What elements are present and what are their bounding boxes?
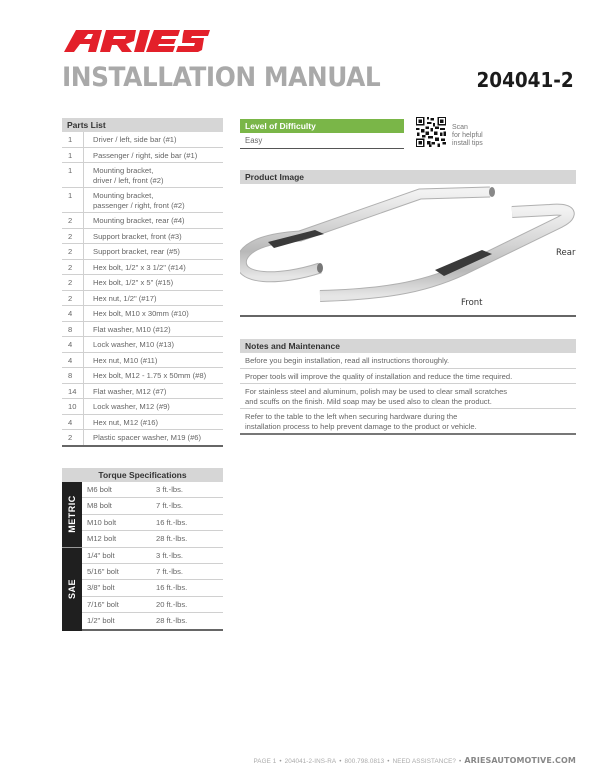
part-description: Hex nut, M12 (#16) xyxy=(93,417,158,427)
torque-group-label xyxy=(62,548,82,631)
torque-value: 28 ft.-lbs. xyxy=(156,616,188,626)
bolt-size: M8 bolt xyxy=(87,501,112,511)
part-quantity: 2 xyxy=(62,291,84,306)
bolt-size: M10 bolt xyxy=(87,517,117,527)
parts-list-row xyxy=(62,399,223,415)
part-description: Mounting bracket, rear (#4) xyxy=(93,216,185,225)
torque-value: 7 ft.-lbs. xyxy=(156,501,184,511)
qr-code-icon[interactable] xyxy=(416,117,446,147)
bolt-size: 1/4" bolt xyxy=(87,550,115,560)
parts-list-row xyxy=(62,188,223,213)
torque-value: 16 ft.-lbs. xyxy=(156,583,188,593)
parts-list-header: Parts List xyxy=(62,118,223,132)
torque-group-label-text: SAE xyxy=(67,579,78,600)
torque-rows xyxy=(82,482,223,548)
bolt-size: 7/16" bolt xyxy=(87,599,119,609)
product-image-divider xyxy=(240,315,576,317)
part-description: Hex bolt, M12 - 1.75 x 50mm (#8) xyxy=(93,371,207,380)
parts-list-row xyxy=(62,229,223,245)
part-number: 204041-2 xyxy=(476,68,574,92)
footer-separator: • xyxy=(339,758,342,765)
part-description: Driver / left, side bar (#1) xyxy=(93,135,177,144)
bolt-size: 5/16" bolt xyxy=(87,566,119,576)
aries-logo xyxy=(62,28,212,54)
part-description: Plastic spacer washer, M19 (#6) xyxy=(93,433,202,442)
label-rear: Rear xyxy=(556,248,576,258)
part-quantity: 2 xyxy=(62,213,84,228)
part-description: Mounting bracket, driver / left, front (#2) xyxy=(93,166,164,185)
parts-list-row xyxy=(62,306,223,322)
torque-row xyxy=(82,531,223,547)
part-description: Lock washer, M10 (#13) xyxy=(93,340,175,349)
label-front: Front xyxy=(461,298,483,308)
part-quantity: 2 xyxy=(62,244,84,259)
torque-spec-header: Torque Specifications xyxy=(62,468,223,482)
note-item: Refer to the table to the left when securing hardware during the installation process to help prevent damage to the product or vehicle. xyxy=(240,409,576,435)
difficulty-value: Easy xyxy=(240,133,404,149)
torque-group-metric xyxy=(62,482,223,548)
part-quantity: 4 xyxy=(62,415,84,430)
parts-list-row xyxy=(62,148,223,164)
parts-list-row xyxy=(62,163,223,188)
parts-list-row xyxy=(62,430,223,447)
part-quantity: 8 xyxy=(62,322,84,337)
difficulty-box xyxy=(240,119,404,149)
parts-list-rows xyxy=(62,132,223,447)
page-footer xyxy=(253,756,576,765)
note-item: Proper tools will improve the quality of installation and reduce the time required. xyxy=(240,369,576,385)
torque-row xyxy=(82,597,223,613)
parts-list-row xyxy=(62,275,223,291)
part-quantity: 4 xyxy=(62,306,84,321)
bolt-size: M12 bolt xyxy=(87,534,117,544)
torque-group-label xyxy=(62,482,82,548)
bolt-size: M6 bolt xyxy=(87,485,112,494)
footer-assist: NEED ASSISTANCE? xyxy=(392,758,456,765)
part-quantity: 4 xyxy=(62,353,84,368)
footer-doc-id: 204041-2-INS-RA xyxy=(284,758,337,765)
torque-value: 16 ft.-lbs. xyxy=(156,517,188,527)
part-description: Lock washer, M12 (#9) xyxy=(93,402,170,411)
part-quantity: 4 xyxy=(62,337,84,352)
part-description: Hex bolt, 1/2" x 5" (#15) xyxy=(93,278,174,287)
parts-list-row xyxy=(62,260,223,276)
torque-value: 7 ft.-lbs. xyxy=(156,566,184,576)
part-description: Hex bolt, M10 x 30mm (#10) xyxy=(93,309,189,318)
part-description: Hex nut, M10 (#11) xyxy=(93,355,158,365)
note-item: Before you begin installation, read all instructions thoroughly. xyxy=(240,353,576,369)
part-quantity: 8 xyxy=(62,368,84,383)
part-description: Mounting bracket, passenger / right, front (#2) xyxy=(93,191,185,210)
footer-website-link[interactable]: ARIESAUTOMOTIVE.COM xyxy=(464,756,576,765)
difficulty-header: Level of Difficulty xyxy=(240,119,404,133)
notes-rows xyxy=(240,353,576,435)
parts-list-row xyxy=(62,244,223,260)
torque-rows xyxy=(82,548,223,631)
footer-separator: • xyxy=(459,758,462,765)
part-quantity: 1 xyxy=(62,148,84,163)
parts-list-row xyxy=(62,132,223,148)
bolt-size: 3/8" bolt xyxy=(87,583,115,593)
parts-list-row xyxy=(62,353,223,369)
torque-row xyxy=(82,548,223,564)
part-quantity: 1 xyxy=(62,163,84,187)
parts-list-row xyxy=(62,415,223,431)
torque-value: 20 ft.-lbs. xyxy=(156,599,188,609)
part-quantity: 1 xyxy=(62,188,84,212)
torque-row xyxy=(82,482,223,498)
part-description: Support bracket, rear (#5) xyxy=(93,247,180,256)
notes-header: Notes and Maintenance xyxy=(240,339,576,353)
side-bar-product-image xyxy=(240,186,576,316)
footer-phone[interactable]: 800.798.0813 xyxy=(344,758,385,765)
torque-row xyxy=(82,498,223,514)
parts-list-row xyxy=(62,337,223,353)
torque-value: 28 ft.-lbs. xyxy=(156,534,188,544)
parts-list-table xyxy=(62,118,223,447)
torque-row xyxy=(82,515,223,531)
bolt-size: 1/2" bolt xyxy=(87,616,115,626)
parts-list-row xyxy=(62,322,223,338)
product-image-section xyxy=(240,170,576,184)
part-quantity: 2 xyxy=(62,430,84,445)
document-title: INSTALLATION MANUAL xyxy=(62,62,381,93)
part-quantity: 10 xyxy=(62,399,84,414)
part-description: Hex bolt, 1/2" x 3 1/2" (#14) xyxy=(93,262,186,272)
parts-list-row xyxy=(62,368,223,384)
product-image-header: Product Image xyxy=(240,170,576,184)
notes-maintenance-section xyxy=(240,339,576,435)
part-quantity: 2 xyxy=(62,229,84,244)
part-description: Flat washer, M12 (#7) xyxy=(93,386,167,396)
part-quantity: 14 xyxy=(62,384,84,399)
part-description: Hex nut, 1/2" (#17) xyxy=(93,293,157,303)
torque-value: 3 ft.-lbs. xyxy=(156,485,184,494)
torque-spec-table xyxy=(62,468,223,631)
footer-page: PAGE 1 xyxy=(253,758,277,765)
footer-separator: • xyxy=(279,758,282,765)
part-quantity: 2 xyxy=(62,260,84,275)
torque-row xyxy=(82,564,223,580)
part-quantity: 1 xyxy=(62,132,84,147)
part-quantity: 2 xyxy=(62,275,84,290)
qr-caption: Scan for helpful install tips xyxy=(452,124,483,147)
torque-group-sae xyxy=(62,548,223,631)
parts-list-row xyxy=(62,384,223,400)
torque-groups xyxy=(62,482,223,631)
torque-value: 3 ft.-lbs. xyxy=(156,550,184,560)
parts-list-row xyxy=(62,213,223,229)
footer-separator: • xyxy=(387,758,390,765)
torque-group-label-text: METRIC xyxy=(67,495,77,534)
note-item: For stainless steel and aluminum, polish may be used to clear small scratches and scuffs on the finish. Mild soap may be used also to clean the product. xyxy=(240,384,576,409)
torque-row xyxy=(82,613,223,630)
part-description: Support bracket, front (#3) xyxy=(93,231,182,241)
part-description: Passenger / right, side bar (#1) xyxy=(93,150,198,160)
part-description: Flat washer, M10 (#12) xyxy=(93,324,171,334)
torque-row xyxy=(82,580,223,596)
parts-list-row xyxy=(62,291,223,307)
